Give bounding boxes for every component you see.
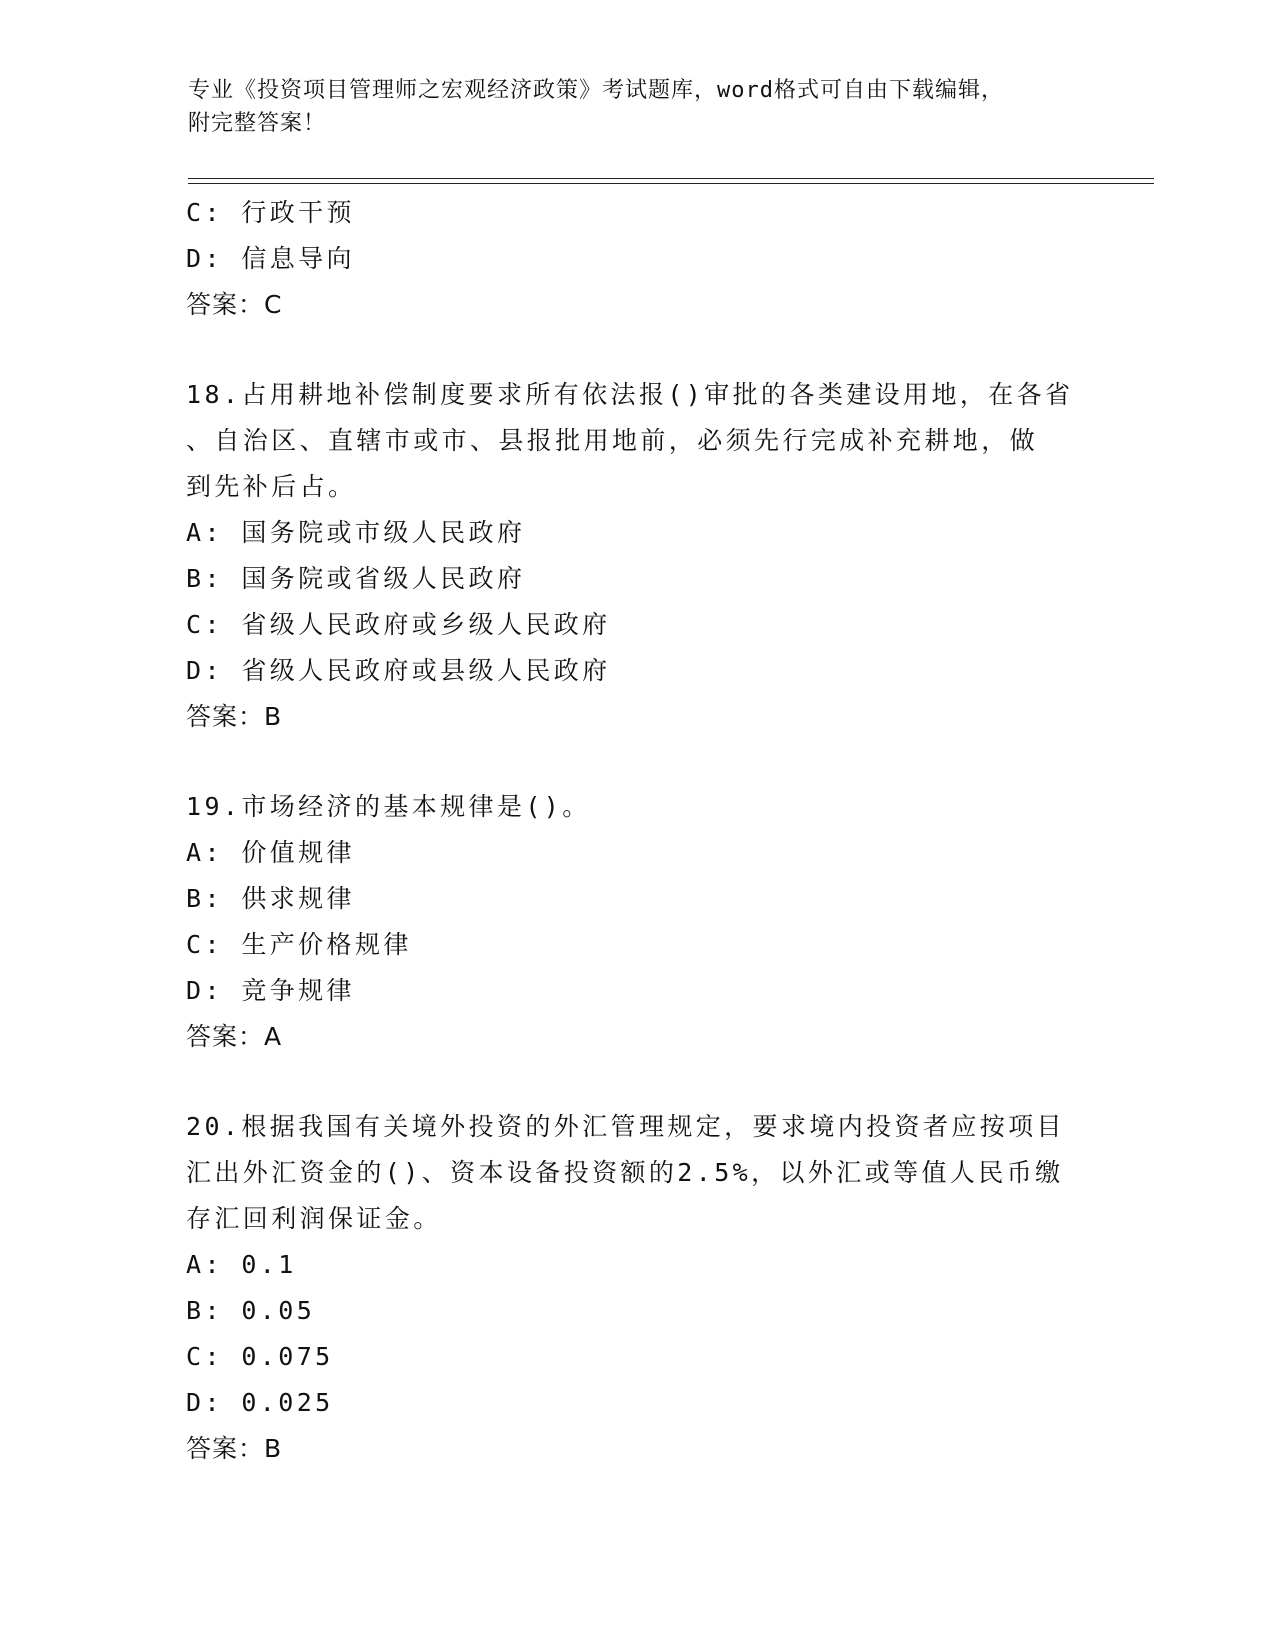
document-header: [188, 74, 1088, 140]
answer-line: 答案：A: [186, 1022, 283, 1051]
answer-line: 答案：C: [186, 290, 283, 319]
option-b: B: 供求规律: [186, 884, 355, 913]
answer-line: 答案：B: [186, 702, 283, 731]
question-stem-line: 汇出外汇资金的()、资本设备投资额的2.5%，以外汇或等值人民币缴: [186, 1158, 1064, 1187]
question-stem-line: 存汇回利润保证金。: [186, 1204, 442, 1233]
question-18: [186, 372, 1076, 740]
question-list: [186, 190, 1076, 1472]
question-stem-line: 到先补后占。: [186, 472, 357, 501]
option-d: D: 信息导向: [186, 244, 355, 273]
option-b: B: 国务院或省级人民政府: [186, 564, 526, 593]
option-d: D: 省级人民政府或县级人民政府: [186, 656, 611, 685]
option-d: D: 0.025: [186, 1388, 334, 1417]
option-c: C: 0.075: [186, 1342, 334, 1371]
question-stem-line: 18.占用耕地补偿制度要求所有依法报()审批的各类建设用地，在各省: [186, 380, 1074, 409]
option-a: A: 0.1: [186, 1250, 297, 1279]
header-divider-top: [188, 178, 1154, 179]
option-c: C: 省级人民政府或乡级人民政府: [186, 610, 611, 639]
option-a: A: 价值规律: [186, 838, 355, 867]
header-line-2: 附完整答案！: [188, 111, 327, 136]
question-stem-line: 、自治区、直辖市或市、县报批用地前，必须先行完成补充耕地，做: [186, 426, 1039, 455]
option-c: C: 行政干预: [186, 198, 355, 227]
answer-line: 答案：B: [186, 1434, 283, 1463]
option-d: D: 竞争规律: [186, 976, 355, 1005]
question-19: [186, 784, 1076, 1060]
question-stem-line: 20.根据我国有关境外投资的外汇管理规定，要求境内投资者应按项目: [186, 1112, 1065, 1141]
option-a: A: 国务院或市级人民政府: [186, 518, 526, 547]
option-b: B: 0.05: [186, 1296, 316, 1325]
question-stem-line: 19.市场经济的基本规律是()。: [186, 792, 591, 821]
option-c: C: 生产价格规律: [186, 930, 412, 959]
question-20: [186, 1104, 1076, 1472]
header-divider-bottom: [188, 183, 1154, 184]
header-line-1: 专业《投资项目管理师之宏观经济政策》考试题库，word格式可自由下载编辑，: [188, 78, 1004, 103]
prev-question: [186, 190, 1076, 328]
